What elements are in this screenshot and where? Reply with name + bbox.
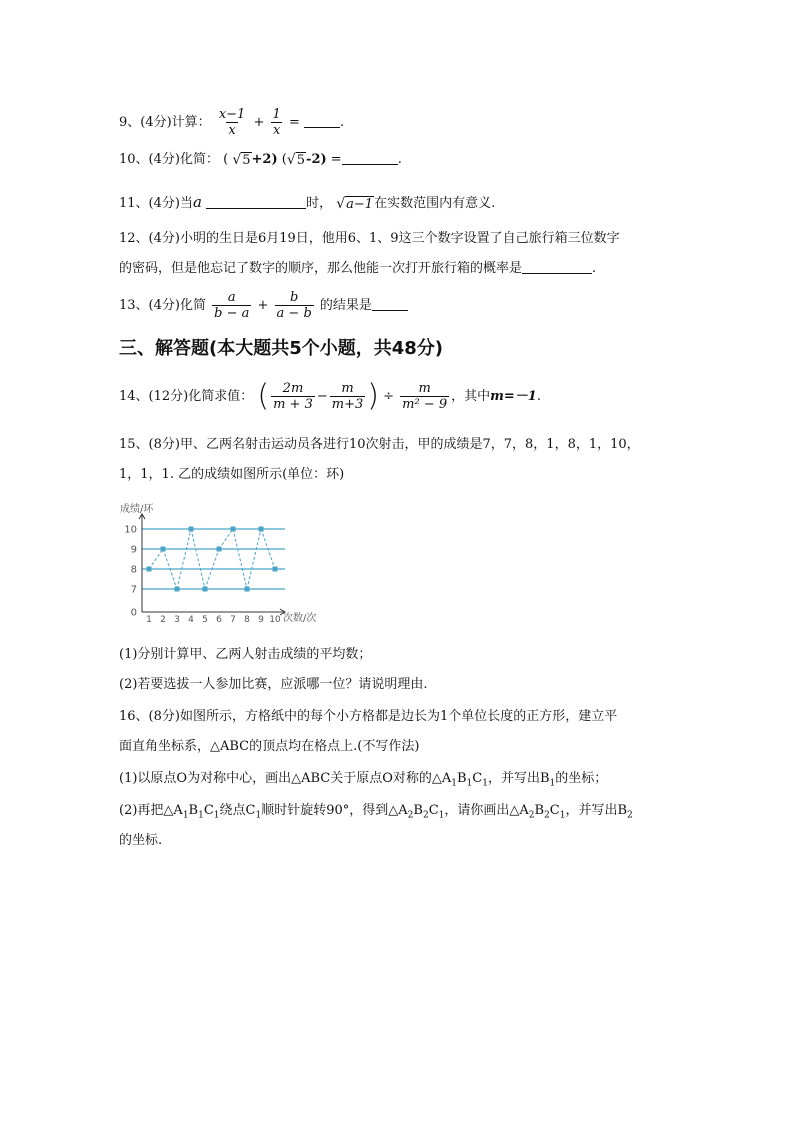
chart-data-point [189, 527, 194, 532]
chart-data-point [245, 587, 250, 592]
chart-x-tick-label: 1 [146, 615, 152, 624]
q9-frac2-numerator: 1 [272, 107, 281, 122]
q14-fraction-3 [400, 381, 449, 412]
q14-fraction-2 [330, 381, 366, 412]
question-13 [119, 290, 408, 321]
q14-suffix-a: ，其中 [451, 389, 491, 404]
q16-sub1-text-i: 的坐标； [555, 771, 608, 786]
chart-series-segment [219, 529, 233, 549]
q9-frac1-denominator: x [228, 123, 236, 138]
q14-frac3-denominator: m² − 9 [402, 397, 448, 412]
q14-open-paren: ( [257, 378, 270, 414]
question-10 [119, 150, 402, 170]
chart-y-tick-label: 8 [130, 564, 137, 576]
q10-rest-2: -2) [306, 152, 327, 167]
q11-variable: a [192, 193, 202, 211]
q14-end: . [536, 389, 541, 404]
chart-series-segment [177, 529, 191, 589]
q9-prefix: 9、(4分)计算： [119, 115, 211, 130]
chart-data-point [231, 527, 236, 532]
q16-sub2-m: C [428, 803, 439, 818]
q16-sub2-q: B [534, 803, 545, 818]
q16-sub2-p: 2 [528, 810, 535, 821]
q10-answer-blank[interactable] [342, 150, 398, 165]
question-12-line-2 [119, 259, 596, 279]
question-15-sub-2: (2)若要选拔一人参加比赛，应派哪一位？请说明理由. [119, 677, 428, 692]
q14-frac3-numerator: m [418, 381, 431, 396]
q11-radicand: a−1 [346, 196, 374, 212]
q10-sqrt-2: √ 5 [286, 151, 306, 168]
q14-frac1-numerator: 2m [282, 381, 304, 396]
q13-suffix: 的结果是 [319, 298, 372, 313]
chart-y-tick-label: 9 [130, 544, 137, 556]
q9-equals: = [288, 115, 300, 130]
q9-fraction-2 [271, 107, 283, 138]
q10-prefix: 10、(4分)化简： [119, 152, 219, 167]
question-15-sub-1: (1)分别计算甲、乙两人射击成绩的平均数； [119, 647, 372, 662]
q13-frac2-denominator: a − b [276, 306, 312, 321]
chart-x-tick-label: 4 [188, 615, 194, 624]
q14-close-paren: ) [367, 378, 379, 414]
q16-sub2-n: 1 [438, 810, 445, 821]
q16-sub2-c: B [188, 803, 199, 818]
chart-x-tick-label: 2 [160, 615, 166, 624]
q16-sub1-sub-h: 1 [549, 778, 556, 789]
chart-data-point [203, 587, 208, 592]
q16-sub1-text-g: ，并写出B [487, 771, 550, 786]
q9-frac1-numerator: x−1 [218, 107, 246, 122]
q14-suffix-b: m=－1 [490, 389, 537, 404]
q16-sub2-t: 1 [559, 810, 566, 821]
q10-open-paren-2: ( [281, 152, 287, 167]
q16-sub1-sub-f: 1 [482, 778, 488, 789]
q12-answer-blank[interactable] [522, 259, 592, 274]
question-15-line-2: 1，1，1. 乙的成绩如图所示(单位：环) [119, 467, 345, 482]
question-16-line-2: 面直角坐标系，△ABC的顶点均在格点上.(不写作法) [119, 739, 420, 754]
chart-x-tick-label: 9 [258, 615, 264, 624]
q16-sub2-k: B [413, 803, 423, 818]
q13-frac2-numerator: b [289, 290, 299, 305]
q16-sub1-sub-d: 1 [466, 778, 473, 789]
q10-rest-1: +2) [251, 152, 278, 167]
question-16-sub-1 [119, 769, 607, 794]
q13-prefix: 13、(4分)化简 [119, 298, 206, 313]
q16-sub2-l: 2 [422, 810, 429, 821]
chart-series-segment [191, 529, 205, 589]
q10-equals: = [330, 152, 342, 167]
q11-answer-blank[interactable] [206, 194, 306, 209]
q16-sub2-o: ，请你画出△A [444, 803, 529, 818]
question-14 [119, 378, 541, 414]
q16-sub2-h: 1 [255, 810, 262, 821]
q13-fraction-1 [212, 290, 251, 321]
q14-prefix: 14、(12分)化简求值： [119, 389, 254, 404]
q11-mid: 时， [306, 196, 333, 211]
q16-sub2-b: 1 [182, 810, 189, 821]
q14-frac1-denominator: m + 3 [273, 397, 313, 412]
q16-sub2-j: 2 [407, 810, 414, 821]
question-16-sub-2 [119, 801, 633, 826]
question-11 [119, 192, 495, 214]
q14-frac2-numerator: m [341, 381, 354, 396]
q16-sub1-text-a: (1)以原点O为对称中心，画出△ABC关于原点O对称的△A [119, 771, 452, 786]
score-line-chart [117, 500, 327, 624]
q13-answer-blank[interactable] [372, 296, 408, 311]
q13-fraction-2 [275, 290, 314, 321]
chart-data-point [147, 567, 152, 572]
q16-sub1-text-e: C [472, 771, 483, 786]
chart-x-axis-label: 次数/次 [283, 613, 317, 624]
chart-series-segment [233, 529, 247, 589]
chart-y-axis-label: 成绩/环 [120, 504, 154, 515]
chart-x-tick-label: 10 [269, 615, 281, 624]
q9-frac2-denominator: x [272, 123, 281, 138]
q16-sub1-sub-b: 1 [451, 778, 457, 789]
q14-fraction-1 [271, 381, 315, 412]
chart-x-tick-label: 3 [174, 615, 180, 624]
q10-sqrt1-value: 5 [242, 152, 251, 168]
q16-sub2-v: 2 [627, 810, 633, 821]
q16-sub2-i: 顺时针旋转90°，得到△A [261, 803, 408, 818]
q14-minus: − [316, 389, 328, 404]
q13-frac1-denominator: b − a [214, 306, 250, 321]
q11-sqrt: √ a−1 [336, 195, 374, 212]
chart-series-segment [247, 529, 261, 589]
q11-suffix: 在实数范围内有意义. [374, 196, 496, 211]
q16-sub2-e: C [203, 803, 214, 818]
q9-answer-blank[interactable] [304, 113, 340, 128]
chart-x-tick-label: 5 [202, 615, 208, 624]
q10-end: . [397, 152, 402, 167]
chart-gridlines [142, 529, 285, 589]
chart-x-tick-label: 6 [216, 615, 222, 624]
question-16-line-1: 16、(8分)如图所示，方格纸中的每个小方格都是边长为1个单位长度的正方形，建立平 [119, 709, 618, 724]
q14-frac2-denominator: m+3 [331, 397, 364, 412]
question-12-line-1: 12、(4分)小明的生日是6月19日，他用6、1、9这三个数字设置了自己旅行箱三位数字 [119, 231, 620, 246]
q9-plus: + [253, 115, 265, 130]
question-9 [119, 107, 344, 138]
chart-series-segment [149, 549, 163, 569]
q12-end: . [592, 261, 597, 276]
chart-tick-labels [124, 525, 281, 625]
q13-frac1-numerator: a [227, 290, 236, 305]
chart-y-tick-label: 0 [130, 607, 137, 619]
q10-sqrt-1: √ 5 [232, 151, 251, 168]
chart-data-point [259, 527, 264, 532]
chart-data-point [161, 547, 166, 552]
q16-sub2-r: 2 [544, 810, 550, 821]
chart-data-point [175, 587, 180, 592]
q14-divide: ÷ [383, 389, 395, 404]
q11-prefix: 11、(4分)当 [119, 196, 193, 211]
q16-sub2-f: 1 [213, 810, 220, 821]
chart-x-tick-label: 7 [230, 615, 236, 624]
q13-plus: + [257, 298, 269, 313]
chart-data-point [217, 547, 222, 552]
q10-sqrt2-value: 5 [296, 152, 306, 168]
q16-sub2-d: 1 [198, 810, 204, 821]
question-15-line-1: 15、(8分)甲、乙两名射击运动员各进行10次射击，甲的成绩是7，7，8，1，8，1，10， [119, 437, 640, 452]
chart-data-point [273, 567, 278, 572]
q9-fraction-1 [217, 107, 248, 138]
q16-sub2-a: (2)再把△A [119, 803, 183, 818]
q16-sub1-text-c: B [456, 771, 467, 786]
chart-y-tick-label: 7 [130, 584, 137, 596]
chart-x-tick-label: 8 [244, 615, 250, 624]
q16-sub2-g: 绕点C [219, 803, 256, 818]
section-3-heading: 三、解答题(本大题共5个小题，共48分) [119, 338, 444, 359]
chart-y-tick-label: 10 [124, 524, 137, 536]
chart-series [147, 527, 278, 592]
q16-sub2-u: ，并写出B [565, 803, 628, 818]
q12-line2-text: 的密码，但是他忘记了数字的顺序，那么他能一次打开旅行箱的概率是 [119, 261, 523, 276]
q16-sub2-s: C [549, 803, 560, 818]
q9-end: . [339, 115, 345, 130]
question-16-line-end: 的坐标. [119, 833, 163, 848]
q10-open-paren-1: ( [223, 152, 229, 167]
